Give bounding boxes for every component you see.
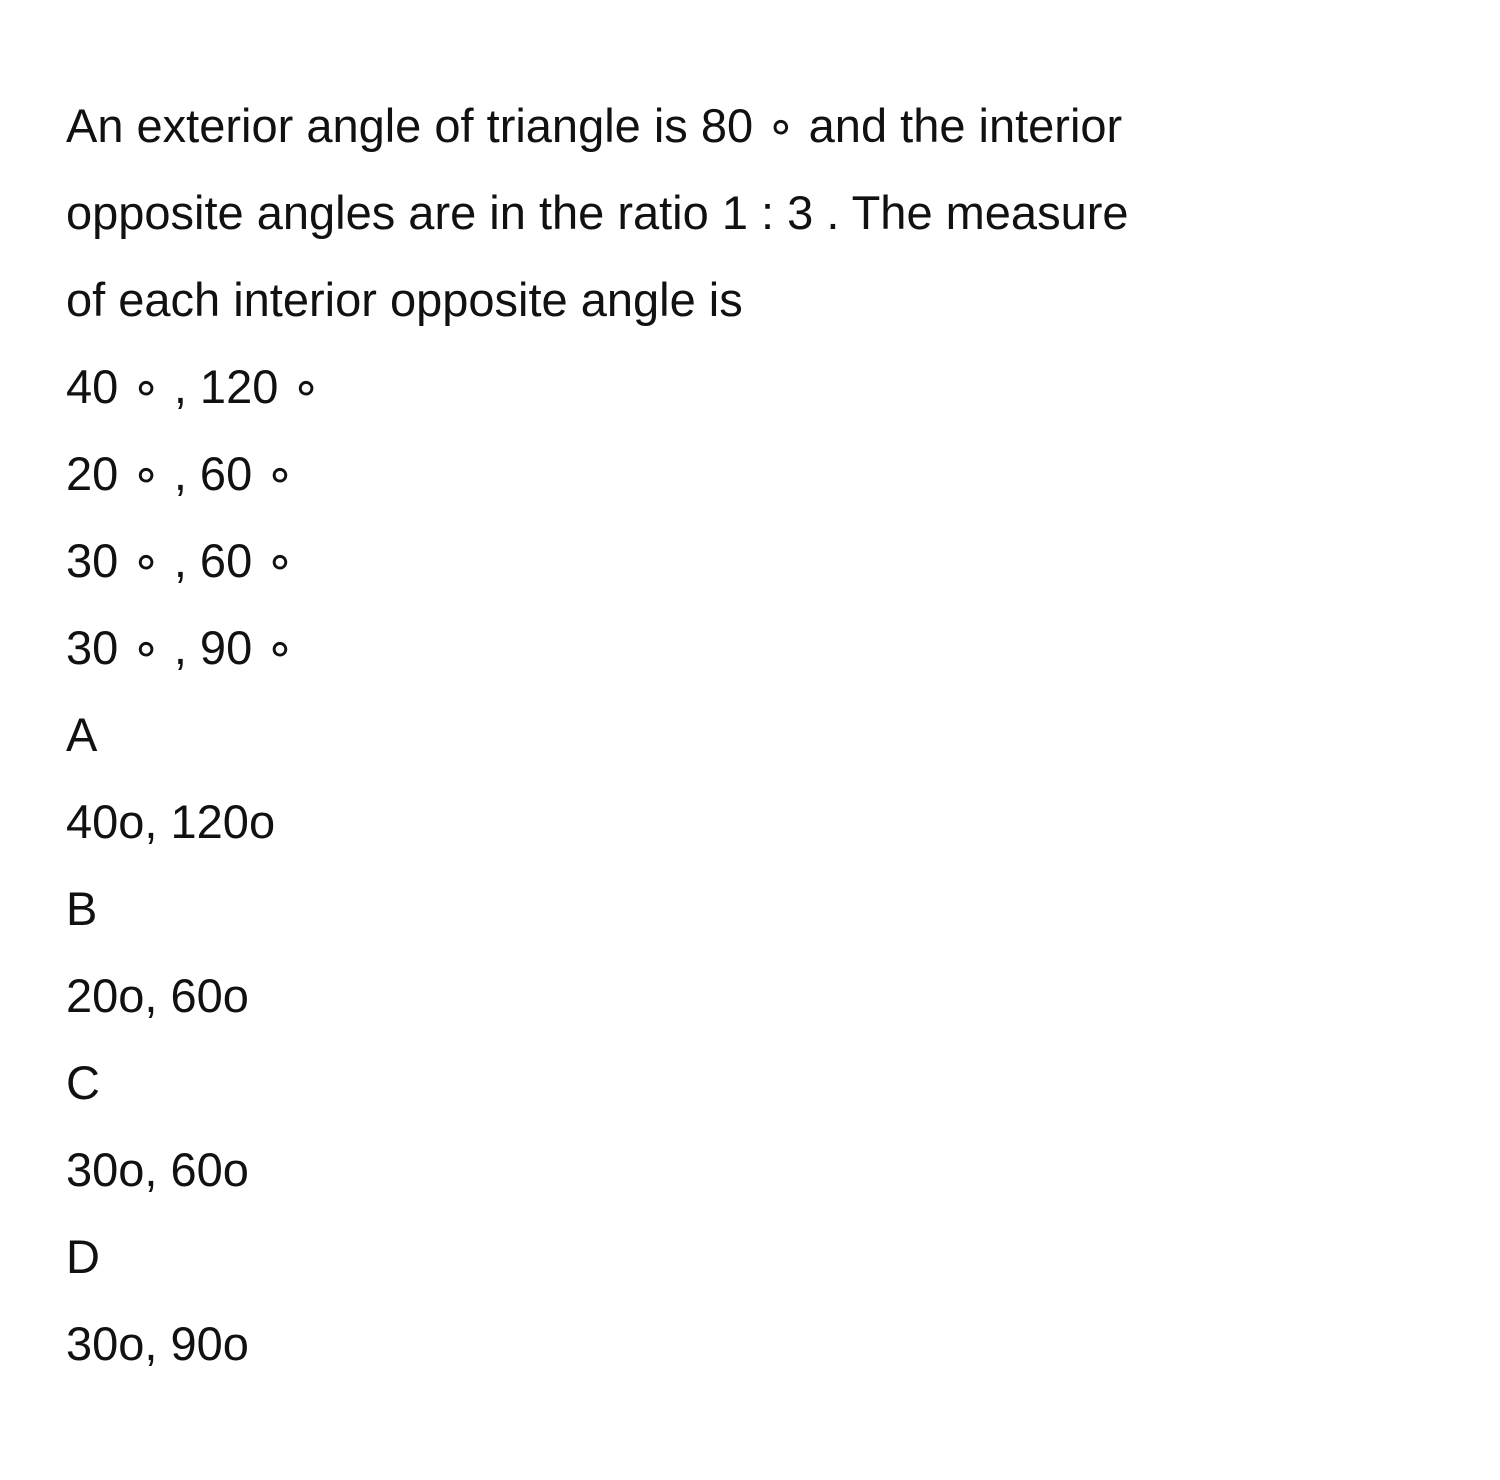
rendered-option-2: 20 ∘ , 60 ∘ [66,447,295,500]
choice-text-b: 20o, 60o [66,969,249,1022]
question-line-1: An exterior angle of triangle is 80 ∘ and the interior [66,99,1123,152]
choice-letter-a: A [66,708,98,761]
question-line-2: opposite angles are in the ratio 1 : 3 . The measure [66,186,1129,239]
choice-text-a: 40o, 120o [66,795,276,848]
rendered-option-3: 30 ∘ , 60 ∘ [66,534,295,587]
choice-text-c: 30o, 60o [66,1143,249,1196]
rendered-option-1: 40 ∘ , 120 ∘ [66,360,321,413]
choice-text-d: 30o, 90o [66,1317,249,1370]
choice-letter-b: B [66,882,98,935]
question-content [66,82,1446,1387]
question-line-3: of each interior opposite angle is [66,273,743,326]
choice-letter-d: D [66,1230,100,1283]
choice-letter-c: C [66,1056,100,1109]
rendered-option-4: 30 ∘ , 90 ∘ [66,621,295,674]
